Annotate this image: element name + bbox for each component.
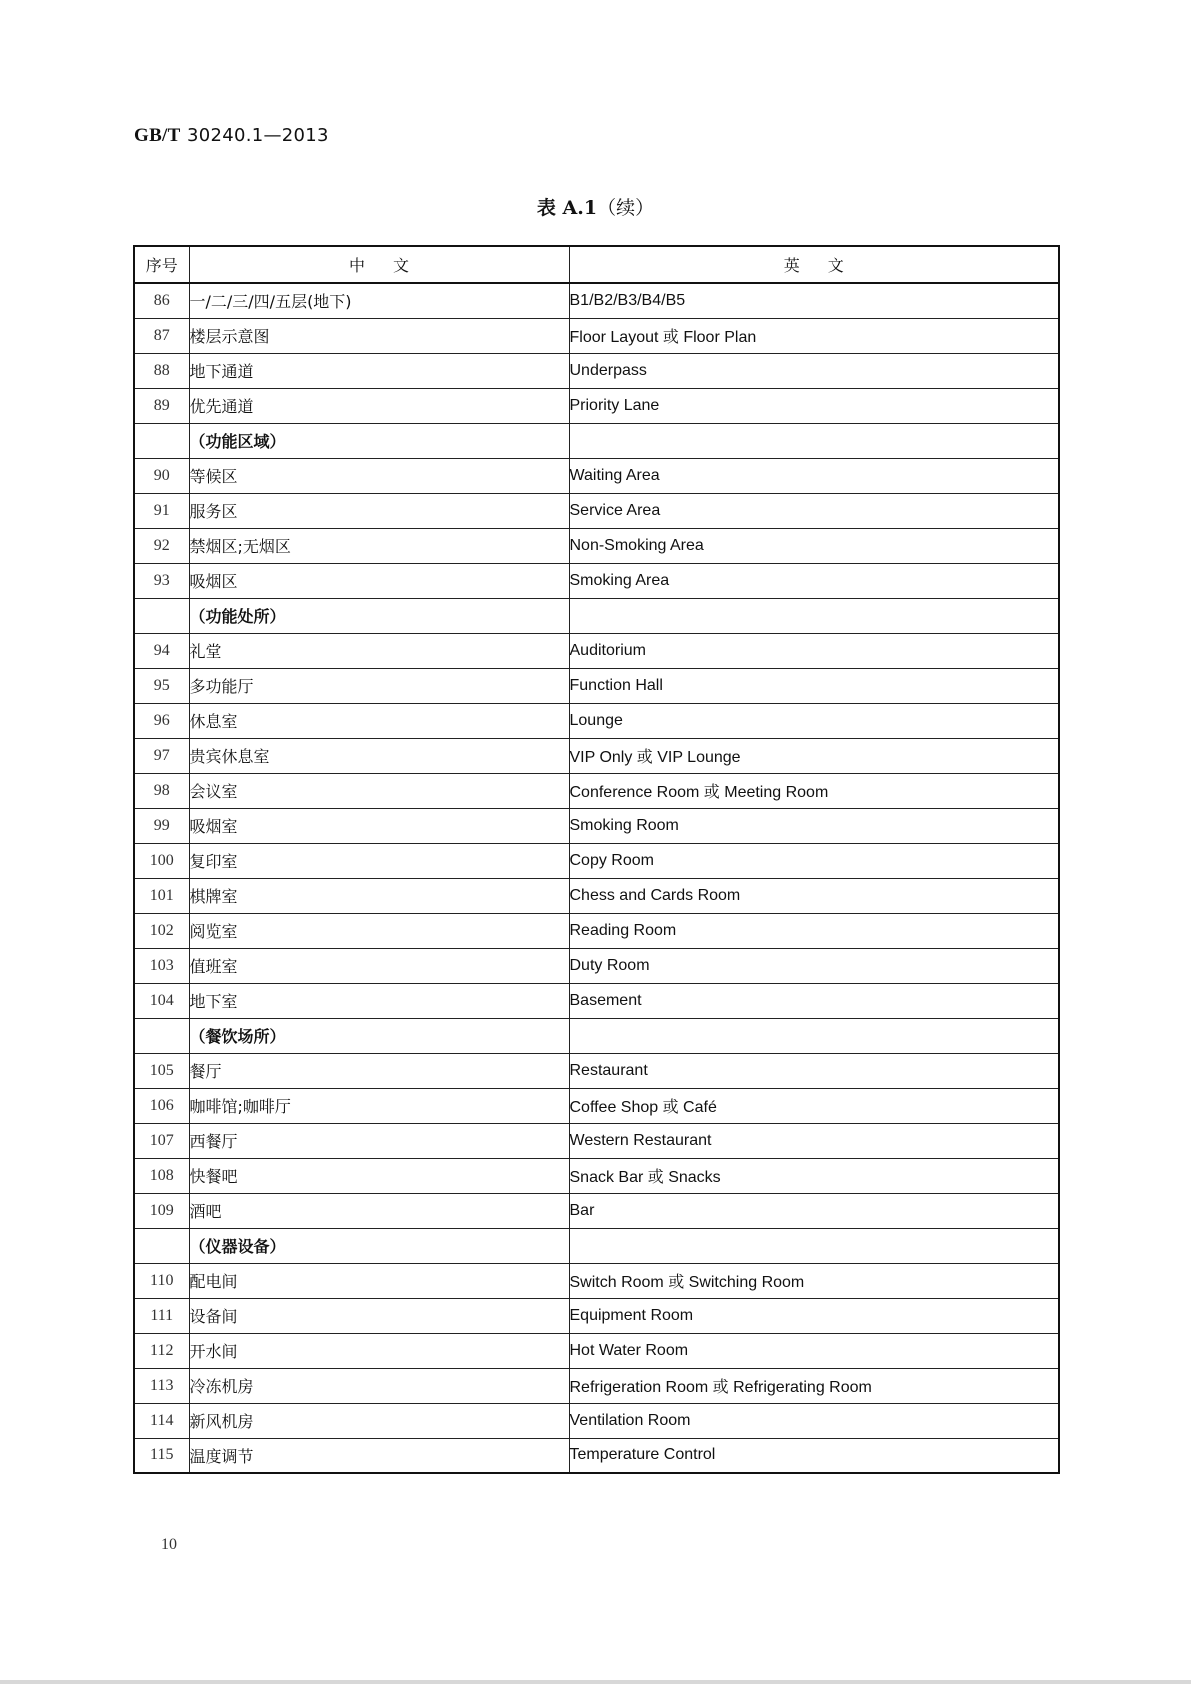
cell-english: Duty Room — [569, 948, 1059, 983]
table-row — [134, 633, 1059, 668]
cell-number: 100 — [134, 843, 189, 878]
table-row — [134, 528, 1059, 563]
table-row — [134, 1298, 1059, 1333]
cell-chinese: 冷冻机房 — [189, 1368, 569, 1403]
table-row — [134, 563, 1059, 598]
cell-chinese: （功能处所） — [189, 598, 569, 633]
table-row — [134, 353, 1059, 388]
cell-number: 103 — [134, 948, 189, 983]
cell-chinese: 餐厅 — [189, 1053, 569, 1088]
table-continued: （续） — [597, 197, 655, 219]
table-row — [134, 458, 1059, 493]
page-number: 10 — [161, 1536, 177, 1553]
table-row — [134, 1333, 1059, 1368]
cell-number: 91 — [134, 493, 189, 528]
cell-number — [134, 1228, 189, 1263]
cell-number: 89 — [134, 388, 189, 423]
cell-number — [134, 598, 189, 633]
cell-chinese: 西餐厅 — [189, 1123, 569, 1158]
table-row — [134, 1403, 1059, 1438]
cell-number: 111 — [134, 1298, 189, 1333]
cell-english — [569, 423, 1059, 458]
cell-number: 88 — [134, 353, 189, 388]
cell-number: 98 — [134, 773, 189, 808]
cell-english — [569, 1228, 1059, 1263]
cell-number — [134, 423, 189, 458]
table-row — [134, 1053, 1059, 1088]
table-title — [0, 193, 1191, 220]
cell-chinese: 服务区 — [189, 493, 569, 528]
table-row — [134, 1263, 1059, 1298]
cell-chinese: 禁烟区;无烟区 — [189, 528, 569, 563]
header-english: 英文 — [569, 246, 1059, 283]
cell-number: 109 — [134, 1193, 189, 1228]
cell-english: Non-Smoking Area — [569, 528, 1059, 563]
table-body — [134, 283, 1059, 1473]
header-number: 序号 — [134, 246, 189, 283]
cell-chinese: 棋牌室 — [189, 878, 569, 913]
table-row — [134, 1088, 1059, 1123]
cell-chinese: （功能区域） — [189, 423, 569, 458]
cell-chinese: 优先通道 — [189, 388, 569, 423]
cell-chinese: 地下通道 — [189, 353, 569, 388]
cell-english: Ventilation Room — [569, 1403, 1059, 1438]
cell-number: 112 — [134, 1333, 189, 1368]
cell-chinese: 新风机房 — [189, 1403, 569, 1438]
cell-english: Auditorium — [569, 633, 1059, 668]
table-row — [134, 773, 1059, 808]
table-row — [134, 1158, 1059, 1193]
table-row — [134, 493, 1059, 528]
cell-number: 114 — [134, 1403, 189, 1438]
cell-number: 102 — [134, 913, 189, 948]
cell-english: Snack Bar 或 Snacks — [569, 1158, 1059, 1193]
category-row — [134, 1228, 1059, 1263]
cell-number: 92 — [134, 528, 189, 563]
cell-chinese: 酒吧 — [189, 1193, 569, 1228]
category-row — [134, 1018, 1059, 1053]
cell-chinese: 多功能厅 — [189, 668, 569, 703]
standard-number: 30240.1—2013 — [186, 125, 329, 146]
cell-english: B1/B2/B3/B4/B5 — [569, 283, 1059, 318]
table-row — [134, 668, 1059, 703]
header-chinese: 中文 — [189, 246, 569, 283]
cell-number: 86 — [134, 283, 189, 318]
cell-english: Conference Room 或 Meeting Room — [569, 773, 1059, 808]
table-row — [134, 878, 1059, 913]
cell-english: Chess and Cards Room — [569, 878, 1059, 913]
cell-english: Coffee Shop 或 Café — [569, 1088, 1059, 1123]
cell-english: Smoking Area — [569, 563, 1059, 598]
table-row — [134, 283, 1059, 318]
table-row — [134, 703, 1059, 738]
cell-english: Refrigeration Room 或 Refrigerating Room — [569, 1368, 1059, 1403]
cell-english: Underpass — [569, 353, 1059, 388]
cell-chinese: 会议室 — [189, 773, 569, 808]
cell-chinese: 开水间 — [189, 1333, 569, 1368]
table-header-row — [134, 246, 1059, 283]
cell-english: Function Hall — [569, 668, 1059, 703]
cell-chinese: 快餐吧 — [189, 1158, 569, 1193]
cell-number: 108 — [134, 1158, 189, 1193]
table-row — [134, 318, 1059, 353]
table-row — [134, 913, 1059, 948]
cell-number: 106 — [134, 1088, 189, 1123]
cell-chinese: 咖啡馆;咖啡厅 — [189, 1088, 569, 1123]
cell-chinese: （仪器设备） — [189, 1228, 569, 1263]
cell-chinese: 等候区 — [189, 458, 569, 493]
cell-chinese: 配电间 — [189, 1263, 569, 1298]
cell-english: Switch Room 或 Switching Room — [569, 1263, 1059, 1298]
cell-number: 94 — [134, 633, 189, 668]
cell-english: Service Area — [569, 493, 1059, 528]
cell-chinese: 地下室 — [189, 983, 569, 1018]
cell-english — [569, 598, 1059, 633]
cell-number — [134, 1018, 189, 1053]
cell-english: Basement — [569, 983, 1059, 1018]
cell-english: Waiting Area — [569, 458, 1059, 493]
table-row — [134, 843, 1059, 878]
cell-english: Lounge — [569, 703, 1059, 738]
cell-english: Hot Water Room — [569, 1333, 1059, 1368]
cell-number: 95 — [134, 668, 189, 703]
cell-number: 110 — [134, 1263, 189, 1298]
table-row — [134, 1368, 1059, 1403]
cell-english: Reading Room — [569, 913, 1059, 948]
table-row — [134, 948, 1059, 983]
cell-number: 105 — [134, 1053, 189, 1088]
cell-english: Temperature Control — [569, 1438, 1059, 1473]
cell-english: Bar — [569, 1193, 1059, 1228]
table-row — [134, 808, 1059, 843]
cell-chinese: 复印室 — [189, 843, 569, 878]
cell-english: Copy Room — [569, 843, 1059, 878]
cell-number: 97 — [134, 738, 189, 773]
cell-number: 87 — [134, 318, 189, 353]
cell-number: 99 — [134, 808, 189, 843]
cell-number: 104 — [134, 983, 189, 1018]
cell-english — [569, 1018, 1059, 1053]
table-row — [134, 388, 1059, 423]
terms-table — [133, 245, 1060, 1474]
cell-number: 90 — [134, 458, 189, 493]
cell-number: 113 — [134, 1368, 189, 1403]
cell-english: Western Restaurant — [569, 1123, 1059, 1158]
page-bottom-edge — [0, 1680, 1191, 1684]
category-row — [134, 423, 1059, 458]
cell-chinese: 设备间 — [189, 1298, 569, 1333]
table-label: 表 A.1 — [536, 197, 598, 219]
cell-chinese: 礼堂 — [189, 633, 569, 668]
cell-english: Priority Lane — [569, 388, 1059, 423]
cell-chinese: 一/二/三/四/五层(地下) — [189, 283, 569, 318]
cell-chinese: 楼层示意图 — [189, 318, 569, 353]
table-row — [134, 983, 1059, 1018]
cell-chinese: 贵宾休息室 — [189, 738, 569, 773]
table-row — [134, 1193, 1059, 1228]
cell-number: 115 — [134, 1438, 189, 1473]
cell-english: Floor Layout 或 Floor Plan — [569, 318, 1059, 353]
cell-number: 93 — [134, 563, 189, 598]
cell-number: 107 — [134, 1123, 189, 1158]
table-row — [134, 1123, 1059, 1158]
category-row — [134, 598, 1059, 633]
table-row — [134, 738, 1059, 773]
cell-chinese: 吸烟室 — [189, 808, 569, 843]
table-row — [134, 1438, 1059, 1473]
cell-chinese: 休息室 — [189, 703, 569, 738]
cell-chinese: 阅览室 — [189, 913, 569, 948]
cell-english: Equipment Room — [569, 1298, 1059, 1333]
cell-chinese: （餐饮场所） — [189, 1018, 569, 1053]
cell-chinese: 吸烟区 — [189, 563, 569, 598]
standard-code — [134, 124, 329, 147]
cell-english: Smoking Room — [569, 808, 1059, 843]
cell-number: 101 — [134, 878, 189, 913]
cell-number: 96 — [134, 703, 189, 738]
cell-chinese: 温度调节 — [189, 1438, 569, 1473]
cell-chinese: 值班室 — [189, 948, 569, 983]
standard-prefix: GB/T — [134, 125, 181, 146]
cell-english: VIP Only 或 VIP Lounge — [569, 738, 1059, 773]
cell-english: Restaurant — [569, 1053, 1059, 1088]
